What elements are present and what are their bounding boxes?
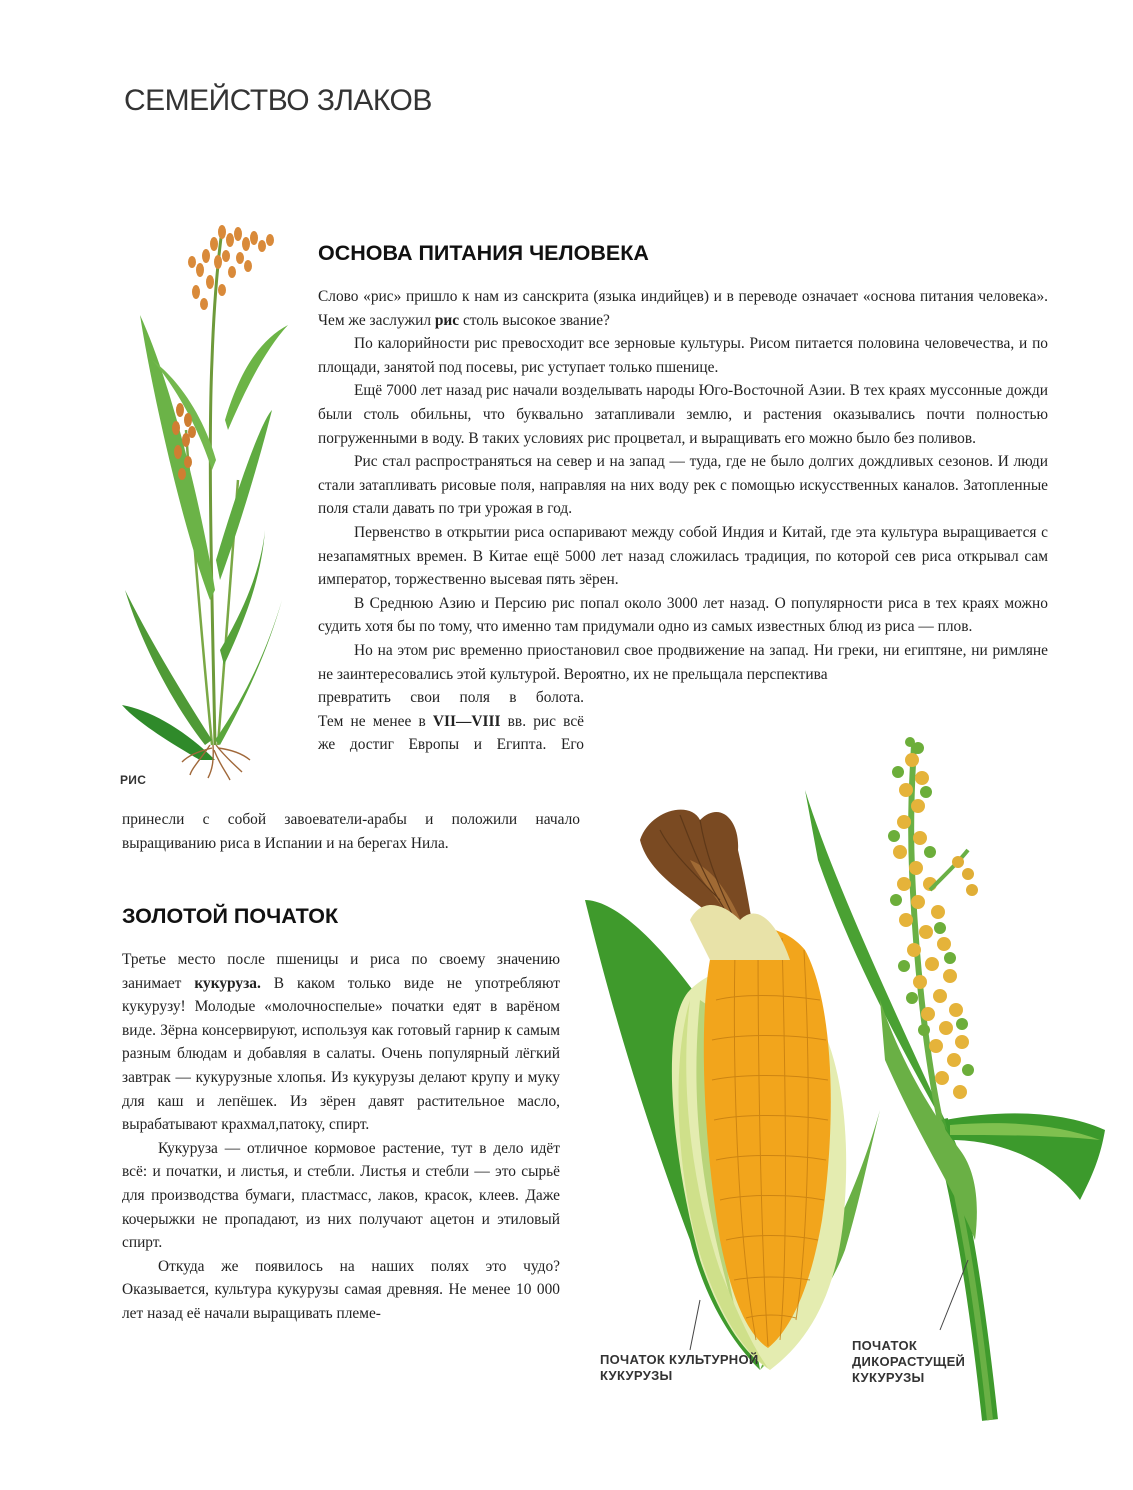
rice-article-tail: принесли с собой завоеватели-арабы и положили начало выращиванию риса в Испании и на берегах Нила. (122, 811, 580, 852)
text-line: же достиг Европы и Египта. Его (318, 736, 584, 754)
paragraph: Откуда же появилось на наших полях это чудо? Оказывается, культура кукурузы самая древняя. Не менее 10 000 лет назад её начали выращивать племе- (122, 1257, 560, 1322)
text-line: Тем не менее в VII—VIII вв. рис всё (318, 712, 584, 730)
paragraph: Первенство в открытии риса оспаривают между собой Индия и Китай, где эта культура выращивается с незапамятных времен. В Китае ещё 5000 лет назад сложилась традиция, по которой сев риса открывал сам император, торжественно высевая пять зёрен. (318, 523, 1048, 589)
wild-corn-illustration (805, 737, 1105, 1420)
rice-plant-illustration (122, 225, 288, 780)
paragraph: В Среднюю Азию и Персию рис попал около 3000 лет назад. О популярности риса в тех краях можно судить хотя бы по тому, что именно там придумали одно из самых известных блюд из риса — плов. (318, 594, 1048, 636)
page-title: СЕМЕЙСТВО ЗЛАКОВ (124, 84, 432, 117)
paragraph: Ещё 7000 лет назад рис начали возделывать народы Юго-Восточной Азии. В тех краях муссонные дожди были столь обильны, что буквально затапливали землю, и растения оказывались почти полностью погруженными в воду. В таких условиях рис процветал, и выращивать его можно было без поливов. (318, 382, 1048, 447)
paragraph: По калорийности рис превосходит все зерновые культуры. Рисом питается половина человечества, и по площади, занятой под посевы, рис уступает только пшенице. (318, 335, 1048, 376)
section-heading-rice: ОСНОВА ПИТАНИЯ ЧЕЛОВЕКА (318, 241, 649, 265)
paragraph: Но на этом рис временно приостановил свое продвижение на запад. Ни греки, ни египтяне, ни римляне не заинтересовались этой культурой. Вероятно, их не прельщала перспектива (318, 641, 1048, 683)
caption-wild-corn: ПОЧАТОК ДИКОРАСТУЩЕЙ КУКУРУЗЫ (852, 1338, 966, 1385)
corn-article (122, 948, 560, 1326)
paragraph: Кукуруза — отличное кормовое растение, тут в дело идёт всё: и початки, и листья, и стебли. Листья и стебли — это сырьё для производства бумаги, пластмасс, лаков, красок, клеев. Даже кочерыжки не пропадают, из них получают ацетон и этиловый спирт. (122, 1139, 560, 1252)
rice-caption: РИС (120, 773, 147, 787)
caption-cultivated-corn: ПОЧАТОК КУЛЬТУРНОЙ КУКУРУЗЫ (600, 1352, 759, 1383)
paragraph: Слово «рис» пришло к нам из санскрита (языка индийцев) и в переводе означает «основа питания человека». Чем же заслужил рис столь высокое звание? (318, 288, 1048, 329)
paragraph: Рис стал распространяться на север и на запад — туда, где не было долгих дождливых сезонов. И люди стали затапливать рисовые поля, направляя на них воду рек с помощью искусственных каналов. Затопленные поля стали давать по три урожая в год. (318, 453, 1048, 518)
section-heading-corn: ЗОЛОТОЙ ПОЧАТОК (122, 904, 339, 928)
paragraph: Третье место после пшеницы и риса по своему значению занимает кукуруза. В каком только виде не употребляют кукурузу! Молодые «молочноспелые» початки едят в варёном виде. Зёрна консервируют, используя как готовый гарнир к самым разным блюдам и добавляя в салаты. Очень популярный лёгкий завтрак — кукурузные хлопья. Из кукурузы делают крупу и муку для каш и лепёшек. Из зёрен давят растительное масло, вырабатывают крахмал,патоку, спирт. (122, 951, 560, 1134)
rice-article (318, 285, 1048, 757)
text-line: превратить свои поля в болота. (318, 689, 584, 707)
paragraph-wrap (318, 686, 584, 757)
